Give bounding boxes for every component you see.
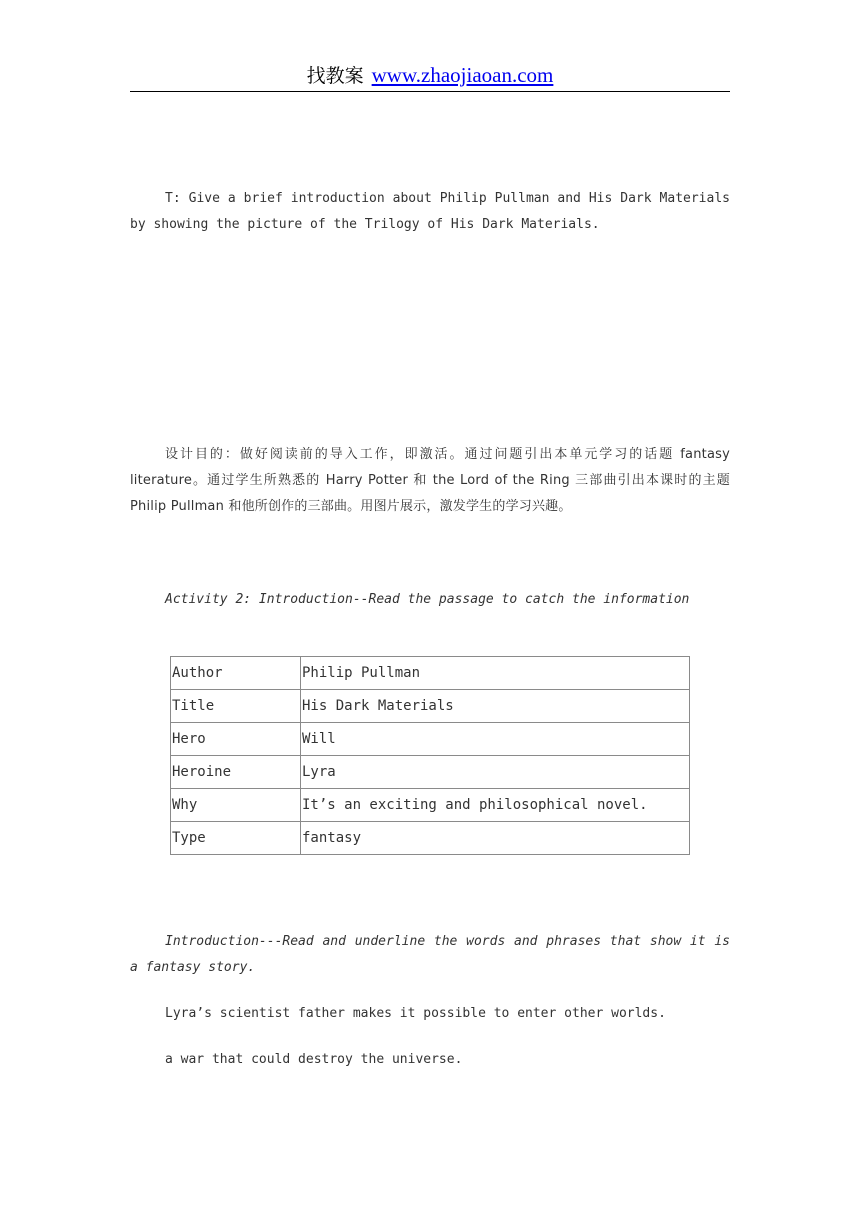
table-key-cell: Heroine [171,756,301,789]
table-value-cell: It’s an exciting and philosophical novel. [301,789,690,822]
table-value-cell: Philip Pullman [301,657,690,690]
info-table [170,656,690,855]
table-key-cell: Hero [171,723,301,756]
table-row [171,657,690,690]
table-value-cell: Lyra [301,756,690,789]
table-key-cell: Title [171,690,301,723]
table-key-cell: Type [171,822,301,855]
table-value-cell: fantasy [301,822,690,855]
underline-instruction: Introduction---Read and underline the words and phrases that show it is a fantasy story. [130,934,730,975]
table-row [171,723,690,756]
passage-line-1: Lyra’s scientist father makes it possible to enter other worlds. [165,1006,666,1021]
site-name: 找教案 [306,65,364,87]
site-url-link[interactable]: www.zhaojiaoan.com [371,63,554,87]
table-key-cell: Author [171,657,301,690]
table-row [171,822,690,855]
table-value-cell: Will [301,723,690,756]
activity-2-heading: Activity 2: Introduction--Read the passage to catch the information [165,592,690,607]
passage-line-2: a war that could destroy the universe. [165,1052,463,1067]
table-key-cell: Why [171,789,301,822]
page-header [130,60,730,92]
table-value-cell: His Dark Materials [301,690,690,723]
table-row [171,756,690,789]
table-row [171,789,690,822]
table-row [171,690,690,723]
design-purpose-paragraph: 设计目的：做好阅读前的导入工作，即激活。通过问题引出本单元学习的话题 fantasy literature。通过学生所熟悉的 Harry Potter 和 the Lord of the Ring 三部曲引出本课时的主题 Philip Pullman 和他所创作的三部曲。用图片展示，激发学生的学习兴趣。 [130,447,730,514]
intro-paragraph: T: Give a brief introduction about Philip Pullman and His Dark Materials by showing the picture of the Trilogy of His Dark Materials. [130,191,730,232]
